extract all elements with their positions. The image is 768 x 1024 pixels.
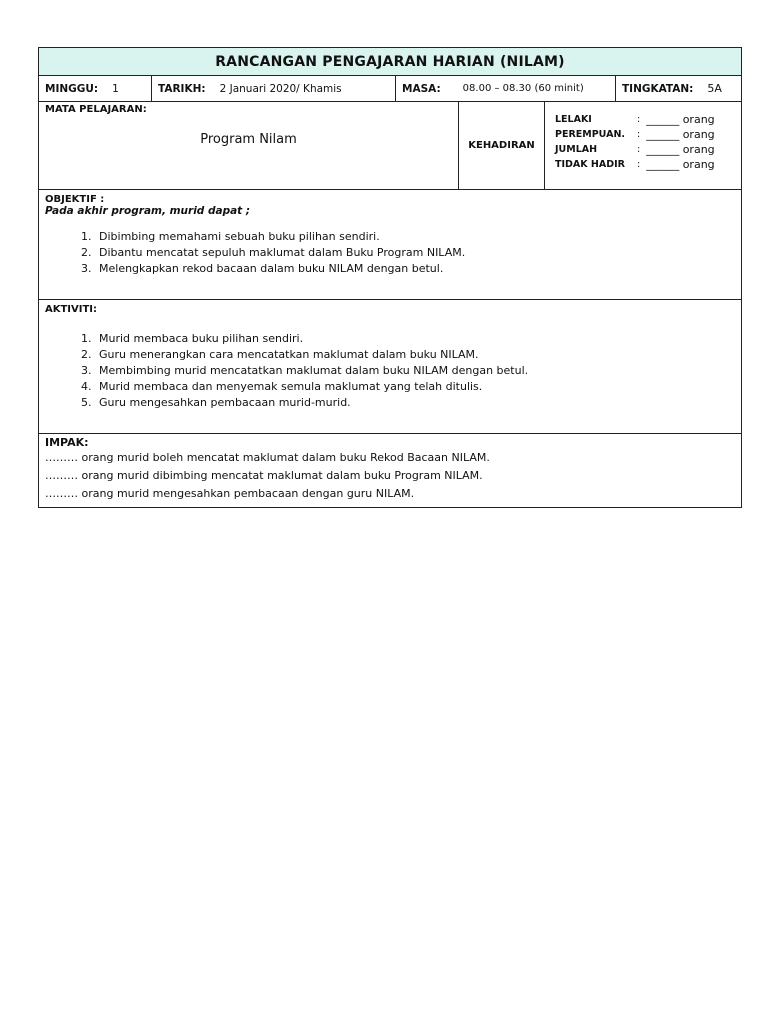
attendance-block (545, 102, 741, 189)
attendance-value: ______ orang (646, 158, 715, 171)
impak-line: ……… orang murid dibimbing mencatat maklumat dalam buku Program NILAM. (45, 469, 483, 482)
attendance-row (555, 112, 741, 127)
attendance-sep: : (637, 144, 641, 155)
subject-cell (39, 102, 459, 189)
aktiviti-list (45, 331, 735, 411)
masa-value: 08.00 – 08.30 (60 minit) (462, 83, 584, 94)
aktiviti-label: AKTIVITI: (45, 304, 98, 315)
document-title: RANCANGAN PENGAJARAN HARIAN (NILAM) (38, 47, 742, 76)
tingkatan-value: 5A (707, 82, 722, 95)
list-item: 2. Guru menerangkan cara mencatatkan maklumat dalam buku NILAM. (95, 347, 735, 363)
list-item: 3. Melengkapkan rekod bacaan dalam buku NILAM dengan betul. (95, 261, 735, 277)
impak-line: ……… orang murid mengesahkan pembacaan dengan guru NILAM. (45, 487, 415, 500)
attendance-row (555, 157, 741, 172)
objektif-intro: Pada akhir program, murid dapat ; (45, 205, 251, 217)
objektif-label: OBJEKTIF : (45, 194, 105, 205)
attendance-value: ______ orang (646, 113, 715, 126)
attendance-key: JUMLAH (555, 144, 598, 155)
attendance-row (555, 142, 741, 157)
minggu-label: MINGGU: (45, 82, 99, 95)
tarikh-cell (152, 76, 396, 101)
attendance-key: LELAKI (555, 114, 592, 125)
attendance-value: ______ orang (646, 128, 715, 141)
attendance-sep: : (637, 159, 641, 170)
kehadiran-label: KEHADIRAN (459, 102, 545, 189)
aktiviti-section (38, 300, 742, 434)
impak-label: IMPAK: (45, 436, 89, 449)
attendance-key: PEREMPUAN. (555, 129, 626, 140)
tarikh-label: TARIKH: (158, 82, 206, 95)
objektif-list (45, 229, 735, 277)
tarikh-value: 2 Januari 2020/ Khamis (219, 82, 342, 95)
tingkatan-cell (616, 76, 741, 101)
list-item: 3. Membimbing murid mencatatkan maklumat dalam buku NILAM dengan betul. (95, 363, 735, 379)
list-item: 1. Dibimbing memahami sebuah buku pilihan sendiri. (95, 229, 735, 245)
masa-cell (396, 76, 616, 101)
attendance-key: TIDAK HADIR (555, 159, 625, 170)
subject-value: Program Nilam (200, 132, 297, 147)
objektif-section (38, 190, 742, 300)
info-row (38, 76, 742, 102)
minggu-cell (39, 76, 152, 101)
masa-label: MASA: (402, 82, 441, 95)
subject-row (38, 102, 742, 190)
list-item: 1. Murid membaca buku pilihan sendiri. (95, 331, 735, 347)
subject-label: MATA PELAJARAN: (45, 104, 147, 115)
attendance-value: ______ orang (646, 143, 715, 156)
list-item: 4. Murid membaca dan menyemak semula maklumat yang telah ditulis. (95, 379, 735, 395)
attendance-row (555, 127, 741, 142)
attendance-sep: : (637, 114, 641, 125)
impak-section (38, 434, 742, 508)
lesson-plan-document (38, 47, 742, 508)
impak-line: ……… orang murid boleh mencatat maklumat dalam buku Rekod Bacaan NILAM. (45, 451, 490, 464)
attendance-sep: : (637, 129, 641, 140)
minggu-value: 1 (112, 82, 119, 95)
list-item: 5. Guru mengesahkan pembacaan murid-murid. (95, 395, 735, 411)
list-item: 2. Dibantu mencatat sepuluh maklumat dalam Buku Program NILAM. (95, 245, 735, 261)
tingkatan-label: TINGKATAN: (622, 82, 694, 95)
